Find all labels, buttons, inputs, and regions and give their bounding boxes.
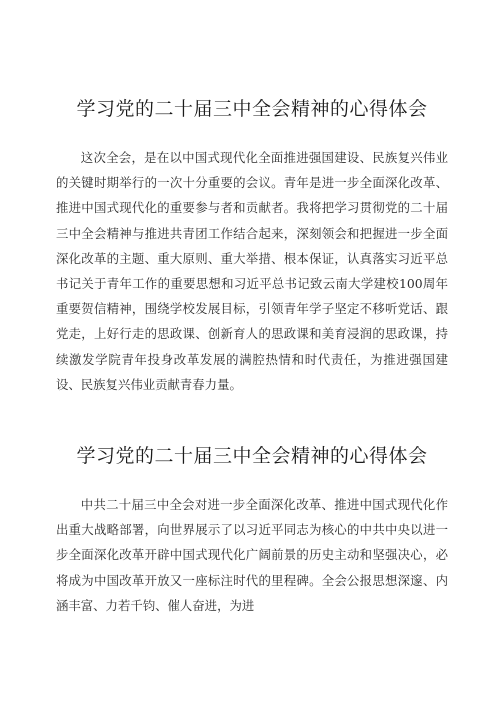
section-title: 学习党的二十届三中全会精神的心得体会	[76, 445, 428, 468]
section-body-paragraph: 这次全会，是在以中国式现代化全面推进强国建设、民族复兴伟业的关键时期举行的一次十分重要的会议。青年是进一步全面深化改革、推进中国式现代化的重要参与者和贡献者。我将把学习贯彻党的二十届三中全会精神与推进共青团工作结合起来，深刻领会和把握进一步全面深化改革的主题、重大原则、重大举措、根本保证，认真落实习近平总书记关于青年工作的重要思想和习近平总书记致云南大学建校100周年重要贺信精神，围绕学校发展目标，引领青年学子坚定不移听党话、跟党走，上好行走的思政课、创新育人的思政课和美育浸润的思政课，持续激发学院青年投身改革发展的满腔热情和时代责任，为推进强国建设、民族复兴伟业贡献青春力量。	[56, 150, 448, 392]
section-body-paragraph: 中共二十届三中全会对进一步全面深化改革、推进中国式现代化作出重大战略部署，向世界展示了以习近平同志为核心的中共中央以进一步全面深化改革开辟中国式现代化广阔前景的历史主动和坚强决心，必将成为中国改革开放又一座标注时代的里程碑。全会公报思想深邃、内涵丰富、力若千钧、催人奋进，为进	[56, 497, 448, 613]
section-title: 学习党的二十届三中全会精神的心得体会	[76, 98, 428, 120]
